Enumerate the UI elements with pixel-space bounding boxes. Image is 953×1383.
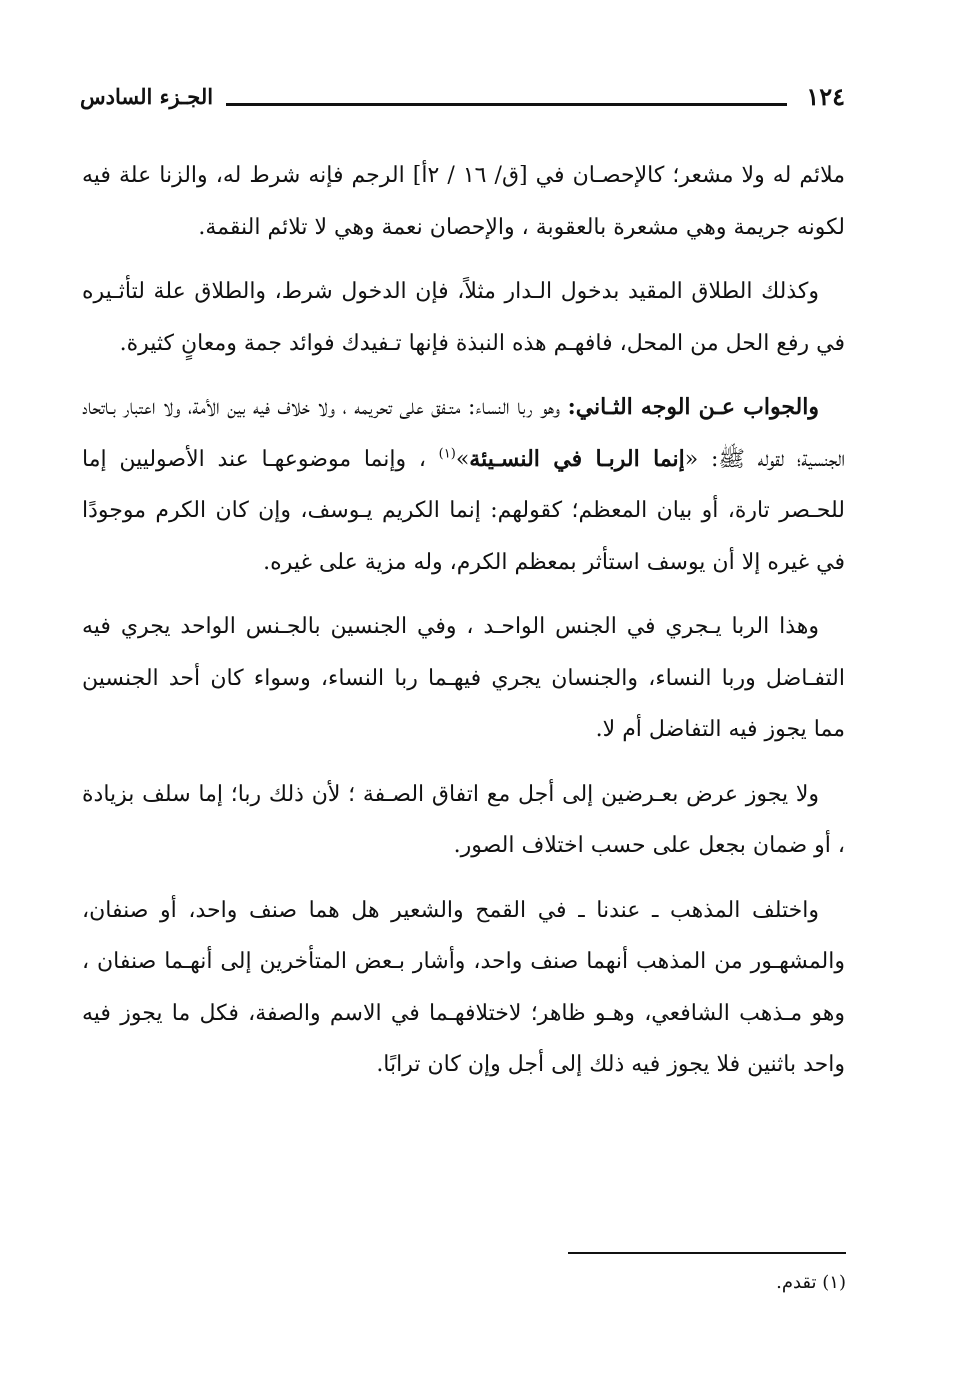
paragraph-3-text-b: ، وإنما موضوعهـا عند الأصوليين إما للحـصر تارة، أو بيان المعظم؛ كقولهم: إنما الكريم يـوسف، وإن كان الكرم موجودًا في غيره إلا أن يوسف استأثر بمعظم الكرم، وله مزية على غيره. [82,446,845,575]
paragraph-4 [82,601,845,756]
paragraph-3-text-a: وهو ربا النساء: متـفق على تحريمه ، ولا خلاف فيه بين الأمة، ولا اعتبار بـاتحاد الجنسية؛ لقوله ﷺ: « [82,395,846,472]
paragraph-3 [82,382,845,588]
footnote-rule [568,1252,846,1254]
paragraph-2-text: وكذلك الطلاق المقيد بدخول الـدار مثلاً، فإن الدخول شرط، والطلاق علة لتأثـيره في رفع الحل من المحل، فافهـم هذه النبذة فإنها تـفيدك فوائد جمة ومعانٍ كثيرة. [82,279,845,356]
paragraph-6-text: واختلف المذهب ـ عندنا ـ في القمح والشعير هل هما صنف واحد، أو صنفان، والمشهـور من المذهب أنهما صنف واحد، وأشار بـعض المتأخرين إلى أنهـما صنفان ، وهو مـذهب الشافعي، وهـو ظاهر؛ لاختلافهـما في الاسم والصفة، فكل ما يجوز فيه واحد باثنين فلا يجوز فيه ذلك إلى أجل وإن كان ترابًا. [82,897,845,1077]
paragraph-2 [82,266,845,369]
paragraph-1 [82,150,845,253]
paragraph-6 [82,885,845,1091]
hadith-quote: إنما الربـا في النسـيئة [469,445,685,472]
body-text [82,150,845,1104]
paragraph-5 [82,769,845,872]
page-header [80,82,845,122]
paragraph-5-text: ولا يجوز عرض بعـرضين إلى أجل مع اتفاق الصـفة ؛ لأن ذلك ربا؛ إما سلف بزيادة ، أو ضمان بجعل على حسب اختلاف الصور. [82,781,845,858]
header-rule [226,103,787,106]
paragraph-4-text: وهذا الربا يـجري في الجنس الواحـد ، وفي الجنسين بالجـنس الواحد يجري فيه التفـاضل وربا النساء، والجنسان يجري فيهـما ربا النساء، وسواء كان أحد الجنسين مما يجوز فيه التفاضل أم لا. [82,614,845,742]
footnote-marker: (١) [438,446,456,462]
page-number: ١٢٤ [806,82,845,111]
footnote: (١) تقدم. [776,1272,846,1293]
running-title: الجـزء السادس [80,84,214,109]
section-heading-second-aspect: والجواب عـن الوجه الثـاني: [567,394,819,420]
paragraph-1-text: ملائم له ولا مشعر؛ كالإحصـان في [ق/ ١٦ / ٢أ] الرجم فإنه شرط له، والزنا علة فيه لكونه جريمة وهي مشعرة بالعقوبة ، والإحصان نعمة وهي لا تلائم النقمة. [82,163,846,240]
quote-close: » [455,446,470,472]
